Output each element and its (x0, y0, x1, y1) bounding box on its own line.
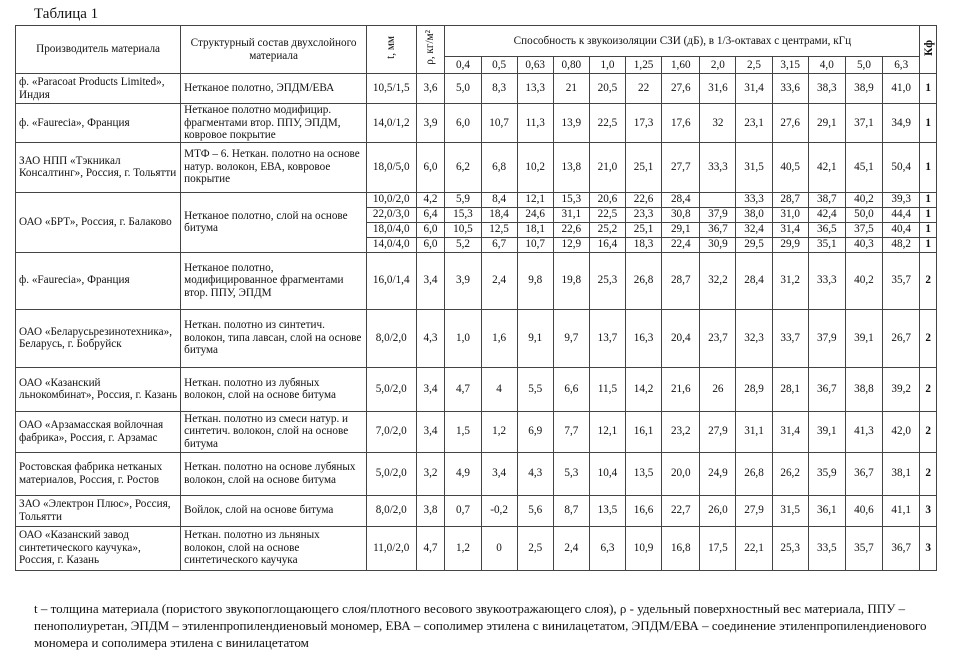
cell-value: 33,7 (772, 309, 808, 367)
cell-value: 38,0 (736, 207, 772, 222)
cell-value: 16,1 (626, 411, 662, 452)
cell-structure: Неткан. полотно из синтетич. волокон, типа лавсан, слой на основе битума (181, 309, 367, 367)
cell-value: 28,1 (772, 367, 808, 411)
cell-value: 26,8 (626, 252, 662, 309)
cell-value: 1,6 (481, 309, 517, 367)
table-row (16, 74, 937, 104)
cell-maker: ОАО «Беларусьрезинотехника», Беларусь, г. Бобруйск (16, 309, 181, 367)
cell-value: 20,6 (589, 192, 625, 207)
cell-structure: Неткан. полотно из смеси натур. и синтетич. волокон, слой на основе битума (181, 411, 367, 452)
cell-value: 41,3 (845, 411, 882, 452)
cell-value: 36,1 (808, 495, 845, 526)
cell-value: 24,6 (517, 207, 553, 222)
cell-thickness: 8,0/2,0 (366, 309, 416, 367)
cell-k: 2 (920, 411, 937, 452)
cell-value: 36,7 (700, 222, 736, 237)
cell-value: 16,8 (662, 526, 700, 570)
cell-thickness: 16,0/1,4 (366, 252, 416, 309)
cell-value: 17,5 (700, 526, 736, 570)
cell-value: 48,2 (883, 237, 920, 252)
cell-value: 28,4 (736, 252, 772, 309)
cell-thickness: 14,0/4,0 (366, 237, 416, 252)
cell-value: 2,4 (553, 526, 589, 570)
cell-value: 33,6 (772, 74, 808, 104)
cell-value: 42,0 (883, 411, 920, 452)
cell-value: 10,2 (517, 142, 553, 192)
cell-value: 22,6 (553, 222, 589, 237)
cell-structure: Неткан. полотно из лубяных волокон, слой на основе битума (181, 367, 367, 411)
cell-value: 12,1 (517, 192, 553, 207)
cell-value: 16,4 (589, 237, 625, 252)
cell-structure: Нетканое полотно, ЭПДМ/ЕВА (181, 74, 367, 104)
header-freq: 2,0 (700, 57, 736, 74)
cell-value: 7,7 (553, 411, 589, 452)
cell-thickness: 10,5/1,5 (366, 74, 416, 104)
cell-value: 37,9 (700, 207, 736, 222)
cell-value: 22,4 (662, 237, 700, 252)
cell-k: 2 (920, 367, 937, 411)
cell-value: 27,9 (700, 411, 736, 452)
cell-value: 5,6 (517, 495, 553, 526)
cell-value: 25,1 (626, 142, 662, 192)
cell-k: 3 (920, 526, 937, 570)
cell-value: 32,2 (700, 252, 736, 309)
cell-value: 36,5 (808, 222, 845, 237)
header-freq: 1,25 (626, 57, 662, 74)
header-freq: 2,5 (736, 57, 772, 74)
table-row (16, 192, 937, 207)
cell-value: 25,2 (589, 222, 625, 237)
cell-value: 29,1 (808, 104, 845, 143)
cell-value: 4,7 (445, 367, 481, 411)
cell-value: 10,4 (589, 452, 625, 495)
cell-value: 36,7 (883, 526, 920, 570)
cell-maker: ЗАО НПП «Тэкникал Консалтинг», Россия, г. Тольятти (16, 142, 181, 192)
cell-value: 41,0 (883, 74, 920, 104)
cell-value: -0,2 (481, 495, 517, 526)
cell-value: 21,6 (662, 367, 700, 411)
cell-value: 25,3 (589, 252, 625, 309)
cell-value: 39,2 (883, 367, 920, 411)
cell-value: 23,7 (700, 309, 736, 367)
cell-value: 45,1 (845, 142, 882, 192)
cell-value: 30,8 (662, 207, 700, 222)
cell-value: 28,7 (662, 252, 700, 309)
cell-empty (700, 192, 736, 207)
cell-value: 32,4 (736, 222, 772, 237)
cell-value: 5,5 (517, 367, 553, 411)
cell-value: 27,9 (736, 495, 772, 526)
cell-thickness: 18,0/5,0 (366, 142, 416, 192)
cell-value: 12,5 (481, 222, 517, 237)
cell-value: 29,9 (772, 237, 808, 252)
header-freq: 6,3 (883, 57, 920, 74)
cell-value: 9,8 (517, 252, 553, 309)
cell-value: 13,5 (626, 452, 662, 495)
cell-k: 1 (920, 192, 937, 207)
cell-value: 26,7 (883, 309, 920, 367)
cell-maker: ОАО «Казанский завод синтетического каучука», Россия, г. Казань (16, 526, 181, 570)
cell-density: 4,3 (416, 309, 445, 367)
header-freq: 1,0 (589, 57, 625, 74)
table-row (16, 526, 937, 570)
cell-value: 15,3 (445, 207, 481, 222)
table-row (16, 309, 937, 367)
cell-value: 18,1 (517, 222, 553, 237)
cell-value: 40,6 (845, 495, 882, 526)
cell-value: 11,5 (589, 367, 625, 411)
cell-thickness: 11,0/2,0 (366, 526, 416, 570)
cell-value: 26,2 (772, 452, 808, 495)
cell-density: 6,4 (416, 207, 445, 222)
cell-value: 25,3 (772, 526, 808, 570)
cell-value: 10,7 (481, 104, 517, 143)
cell-thickness: 10,0/2,0 (366, 192, 416, 207)
header-freq: 0,4 (445, 57, 481, 74)
cell-value: 32 (700, 104, 736, 143)
cell-value: 35,9 (808, 452, 845, 495)
cell-value: 39,3 (883, 192, 920, 207)
cell-thickness: 7,0/2,0 (366, 411, 416, 452)
cell-value: 50,4 (883, 142, 920, 192)
cell-value: 38,8 (845, 367, 882, 411)
cell-value: 1,0 (445, 309, 481, 367)
cell-density: 6,0 (416, 142, 445, 192)
cell-k: 1 (920, 104, 937, 143)
cell-value: 13,9 (553, 104, 589, 143)
cell-value: 8,4 (481, 192, 517, 207)
cell-value: 31,2 (772, 252, 808, 309)
cell-maker: ОАО «Арзамасская войлочная фабрика», Россия, г. Арзамас (16, 411, 181, 452)
footnote: t – толщина материала (пористого звукопоглощающего слоя/плотного весового звукоотражающего слоя), ρ - удельный поверхностный вес материала, ППУ – пенополиуретан, ЭПДМ – этиленпропилендиеновый мономер, ЕВА – сополимер этилена с винилацетатом, ЭПДМ/ЕВА – соединение этиленпропилендиенового мономера и сополимера этилена с винилацетатом (34, 601, 927, 650)
cell-density: 3,2 (416, 452, 445, 495)
cell-value: 2,4 (481, 252, 517, 309)
data-table (15, 25, 937, 571)
cell-density: 3,6 (416, 74, 445, 104)
header-freq: 3,15 (772, 57, 808, 74)
cell-value: 38,9 (845, 74, 882, 104)
cell-value: 30,9 (700, 237, 736, 252)
header-k: Кф (920, 26, 937, 74)
cell-value: 9,7 (553, 309, 589, 367)
cell-density: 4,2 (416, 192, 445, 207)
cell-value: 37,9 (808, 309, 845, 367)
cell-value: 0 (481, 526, 517, 570)
cell-value: 40,5 (772, 142, 808, 192)
cell-value: 20,0 (662, 452, 700, 495)
cell-density: 3,4 (416, 367, 445, 411)
cell-value: 35,7 (883, 252, 920, 309)
cell-structure: Неткан. полотно из льняных волокон, слой на основе синтетического каучука (181, 526, 367, 570)
cell-value: 32,3 (736, 309, 772, 367)
cell-value: 1,5 (445, 411, 481, 452)
cell-value: 24,9 (700, 452, 736, 495)
cell-value: 10,7 (517, 237, 553, 252)
cell-value: 13,8 (553, 142, 589, 192)
cell-maker: ОАО «Казанский льнокомбинат», Россия, г. Казань (16, 367, 181, 411)
cell-value: 3,4 (481, 452, 517, 495)
cell-value: 26,8 (736, 452, 772, 495)
cell-value: 13,3 (517, 74, 553, 104)
cell-value: 17,6 (662, 104, 700, 143)
table-row (16, 452, 937, 495)
cell-density: 3,9 (416, 104, 445, 143)
cell-value: 31,6 (700, 74, 736, 104)
cell-thickness: 18,0/4,0 (366, 222, 416, 237)
table-row (16, 367, 937, 411)
header-thickness: t, мм (366, 26, 416, 74)
cell-value: 6,8 (481, 142, 517, 192)
cell-value: 25,1 (626, 222, 662, 237)
cell-value: 40,2 (845, 192, 882, 207)
cell-thickness: 22,0/3,0 (366, 207, 416, 222)
cell-value: 22,5 (589, 207, 625, 222)
cell-value: 37,5 (845, 222, 882, 237)
cell-value: 12,1 (589, 411, 625, 452)
cell-value: 29,5 (736, 237, 772, 252)
cell-k: 1 (920, 207, 937, 222)
header-freq: 4,0 (808, 57, 845, 74)
cell-value: 15,3 (553, 192, 589, 207)
cell-value: 18,3 (626, 237, 662, 252)
cell-value: 23,1 (736, 104, 772, 143)
cell-value: 36,7 (845, 452, 882, 495)
cell-density: 3,8 (416, 495, 445, 526)
cell-maker: ОАО «БРТ», Россия, г. Балаково (16, 192, 181, 252)
cell-value: 9,1 (517, 309, 553, 367)
table-row (16, 411, 937, 452)
table-row (16, 252, 937, 309)
header-maker: Производитель материала (16, 26, 181, 74)
cell-value: 37,1 (845, 104, 882, 143)
cell-value: 33,5 (808, 526, 845, 570)
cell-structure: Нетканое полотно, слой на основе битума (181, 192, 367, 252)
cell-value: 31,1 (553, 207, 589, 222)
cell-thickness: 8,0/2,0 (366, 495, 416, 526)
cell-density: 3,4 (416, 411, 445, 452)
cell-thickness: 5,0/2,0 (366, 367, 416, 411)
cell-value: 33,3 (736, 192, 772, 207)
cell-k: 2 (920, 309, 937, 367)
cell-value: 28,4 (662, 192, 700, 207)
cell-k: 2 (920, 452, 937, 495)
cell-value: 29,1 (662, 222, 700, 237)
cell-value: 35,1 (808, 237, 845, 252)
cell-value: 13,7 (589, 309, 625, 367)
cell-structure: МТФ – 6. Неткан. полотно на основе натур. волокон, ЕВА, ковровое покрытие (181, 142, 367, 192)
cell-structure: Неткан. полотно на основе лубяных волокон, слой на основе битума (181, 452, 367, 495)
cell-value: 6,9 (517, 411, 553, 452)
header-density: ρ, кг/м² (416, 26, 445, 74)
cell-value: 31,0 (772, 207, 808, 222)
cell-density: 6,0 (416, 222, 445, 237)
cell-value: 22,1 (736, 526, 772, 570)
cell-value: 1,2 (445, 526, 481, 570)
cell-density: 6,0 (416, 237, 445, 252)
cell-value: 26,0 (700, 495, 736, 526)
header-freq: 0,80 (553, 57, 589, 74)
cell-value: 22,7 (662, 495, 700, 526)
cell-value: 39,1 (808, 411, 845, 452)
cell-value: 18,4 (481, 207, 517, 222)
cell-thickness: 5,0/2,0 (366, 452, 416, 495)
cell-thickness: 14,0/1,2 (366, 104, 416, 143)
cell-maker: Ростовская фабрика нетканых материалов, Россия, г. Ростов (16, 452, 181, 495)
cell-maker: ф. «Faurecia», Франция (16, 104, 181, 143)
cell-structure: Нетканое полотно, модифицированное фрагментами втор. ППУ, ЭПДМ (181, 252, 367, 309)
table-row (16, 104, 937, 143)
cell-structure: Войлок, слой на основе битума (181, 495, 367, 526)
cell-k: 2 (920, 252, 937, 309)
cell-maker: ф. «Faurecia», Франция (16, 252, 181, 309)
cell-value: 5,2 (445, 237, 481, 252)
cell-value: 6,2 (445, 142, 481, 192)
cell-value: 3,9 (445, 252, 481, 309)
header-structure: Структурный состав двухслойного материала (181, 26, 367, 74)
cell-value: 40,2 (845, 252, 882, 309)
cell-value: 10,9 (626, 526, 662, 570)
cell-value: 2,5 (517, 526, 553, 570)
header-freq: 0,63 (517, 57, 553, 74)
cell-value: 6,3 (589, 526, 625, 570)
cell-value: 31,4 (736, 74, 772, 104)
cell-value: 11,3 (517, 104, 553, 143)
header-freq: 5,0 (845, 57, 882, 74)
cell-value: 38,1 (883, 452, 920, 495)
cell-structure: Нетканое полотно модифицир. фрагментами втор. ППУ, ЭПДМ, ковровое покрытие (181, 104, 367, 143)
cell-value: 44,4 (883, 207, 920, 222)
cell-value: 16,6 (626, 495, 662, 526)
cell-value: 20,5 (589, 74, 625, 104)
cell-value: 5,0 (445, 74, 481, 104)
cell-k: 1 (920, 237, 937, 252)
cell-value: 20,4 (662, 309, 700, 367)
cell-k: 3 (920, 495, 937, 526)
cell-k: 1 (920, 74, 937, 104)
cell-value: 5,9 (445, 192, 481, 207)
cell-value: 4,3 (517, 452, 553, 495)
cell-value: 28,9 (736, 367, 772, 411)
cell-value: 16,3 (626, 309, 662, 367)
cell-value: 42,1 (808, 142, 845, 192)
cell-value: 6,0 (445, 104, 481, 143)
cell-density: 3,4 (416, 252, 445, 309)
cell-value: 41,1 (883, 495, 920, 526)
cell-value: 38,7 (808, 192, 845, 207)
cell-value: 22 (626, 74, 662, 104)
cell-value: 27,6 (772, 104, 808, 143)
table-row (16, 495, 937, 526)
cell-value: 33,3 (700, 142, 736, 192)
cell-value: 21 (553, 74, 589, 104)
cell-value: 1,2 (481, 411, 517, 452)
cell-value: 22,6 (626, 192, 662, 207)
cell-maker: ЗАО «Электрон Плюс», Россия, Тольятти (16, 495, 181, 526)
cell-value: 4,9 (445, 452, 481, 495)
cell-value: 23,2 (662, 411, 700, 452)
cell-value: 39,1 (845, 309, 882, 367)
cell-value: 42,4 (808, 207, 845, 222)
cell-value: 21,0 (589, 142, 625, 192)
cell-value: 31,4 (772, 222, 808, 237)
cell-value: 4 (481, 367, 517, 411)
cell-k: 1 (920, 222, 937, 237)
cell-value: 17,3 (626, 104, 662, 143)
cell-value: 40,4 (883, 222, 920, 237)
cell-value: 50,0 (845, 207, 882, 222)
cell-value: 0,7 (445, 495, 481, 526)
cell-value: 33,3 (808, 252, 845, 309)
cell-k: 1 (920, 142, 937, 192)
cell-value: 31,1 (736, 411, 772, 452)
cell-value: 5,3 (553, 452, 589, 495)
cell-value: 22,5 (589, 104, 625, 143)
cell-value: 35,7 (845, 526, 882, 570)
cell-value: 31,5 (772, 495, 808, 526)
cell-value: 19,8 (553, 252, 589, 309)
table-caption: Таблица 1 (34, 6, 99, 22)
header-frequency-group: Способность к звукоизоляции СЗИ (дБ), в 1/3-октавах с центрами, кГц (445, 26, 920, 57)
header-freq: 1,60 (662, 57, 700, 74)
cell-value: 10,5 (445, 222, 481, 237)
cell-value: 23,3 (626, 207, 662, 222)
cell-value: 8,3 (481, 74, 517, 104)
cell-value: 26 (700, 367, 736, 411)
cell-value: 34,9 (883, 104, 920, 143)
cell-value: 36,7 (808, 367, 845, 411)
cell-value: 27,7 (662, 142, 700, 192)
cell-value: 13,5 (589, 495, 625, 526)
cell-value: 6,7 (481, 237, 517, 252)
cell-value: 12,9 (553, 237, 589, 252)
cell-value: 31,4 (772, 411, 808, 452)
cell-value: 31,5 (736, 142, 772, 192)
cell-value: 6,6 (553, 367, 589, 411)
cell-value: 40,3 (845, 237, 882, 252)
cell-value: 38,3 (808, 74, 845, 104)
cell-maker: ф. «Paracoat Products Limited», Индия (16, 74, 181, 104)
cell-value: 14,2 (626, 367, 662, 411)
header-freq: 0,5 (481, 57, 517, 74)
cell-density: 4,7 (416, 526, 445, 570)
cell-value: 27,6 (662, 74, 700, 104)
cell-value: 8,7 (553, 495, 589, 526)
table-row (16, 142, 937, 192)
cell-value: 28,7 (772, 192, 808, 207)
